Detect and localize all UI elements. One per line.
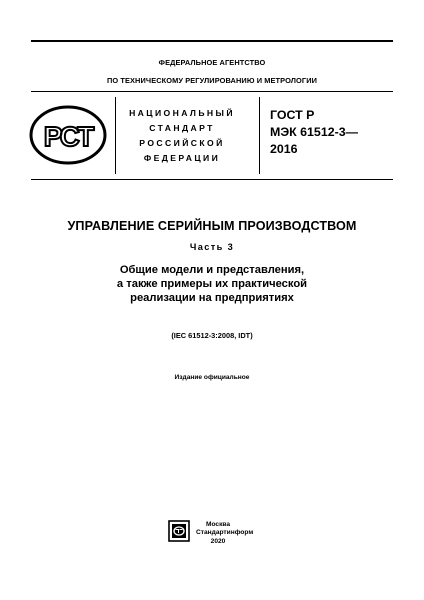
agency-line-1: ФЕДЕРАЛЬНОЕ АГЕНТСТВО <box>158 58 266 67</box>
national-standard-label <box>118 106 246 166</box>
subtitle-line-3: реализации на предприятиях <box>130 292 294 304</box>
publisher-year: 2020 <box>210 537 226 545</box>
publisher-name: Стандартинформ <box>196 529 254 537</box>
designation-line-2: МЭК 61512-3— <box>270 125 359 139</box>
standard-designation <box>270 107 358 158</box>
header-rule-top <box>31 91 393 92</box>
gost-r-emblem-icon <box>28 104 108 166</box>
part-label: Часть 3 <box>189 242 235 252</box>
national-standard-line-4: ФЕДЕРАЦИИ <box>143 153 221 163</box>
national-standard-line-1: НАЦИОНАЛЬНЫЙ <box>129 108 235 118</box>
standartinform-logo-icon <box>168 520 190 542</box>
subtitle-line-1: Общие модели и представления, <box>119 264 305 276</box>
emblem-text: РСТ <box>43 121 93 152</box>
header-divider-left <box>115 97 116 174</box>
national-standard-line-3: РОССИЙСКОЙ <box>139 138 225 148</box>
subtitle-line-2: а также примеры их практической <box>116 278 308 290</box>
header-divider-right <box>259 97 260 174</box>
document-title: УПРАВЛЕНИЕ СЕРИЙНЫМ ПРОИЗВОДСТВОМ <box>67 219 357 233</box>
edition-label: Издание официальное <box>174 374 250 381</box>
publisher-city: Москва <box>205 521 231 528</box>
designation-line-3: 2016 <box>270 142 298 156</box>
top-rule <box>31 40 393 42</box>
agency-line-2: ПО ТЕХНИЧЕСКОМУ РЕГУЛИРОВАНИЮ И МЕТРОЛОГИИ <box>106 76 318 85</box>
iec-reference: (IEC 61512-3:2008, IDT) <box>171 331 253 340</box>
publisher-info <box>196 521 254 546</box>
national-standard-line-2: СТАНДАРТ <box>149 123 215 133</box>
designation-line-1: ГОСТ Р <box>270 108 315 122</box>
header-rule-bottom <box>31 179 393 180</box>
document-subtitle <box>0 263 424 305</box>
